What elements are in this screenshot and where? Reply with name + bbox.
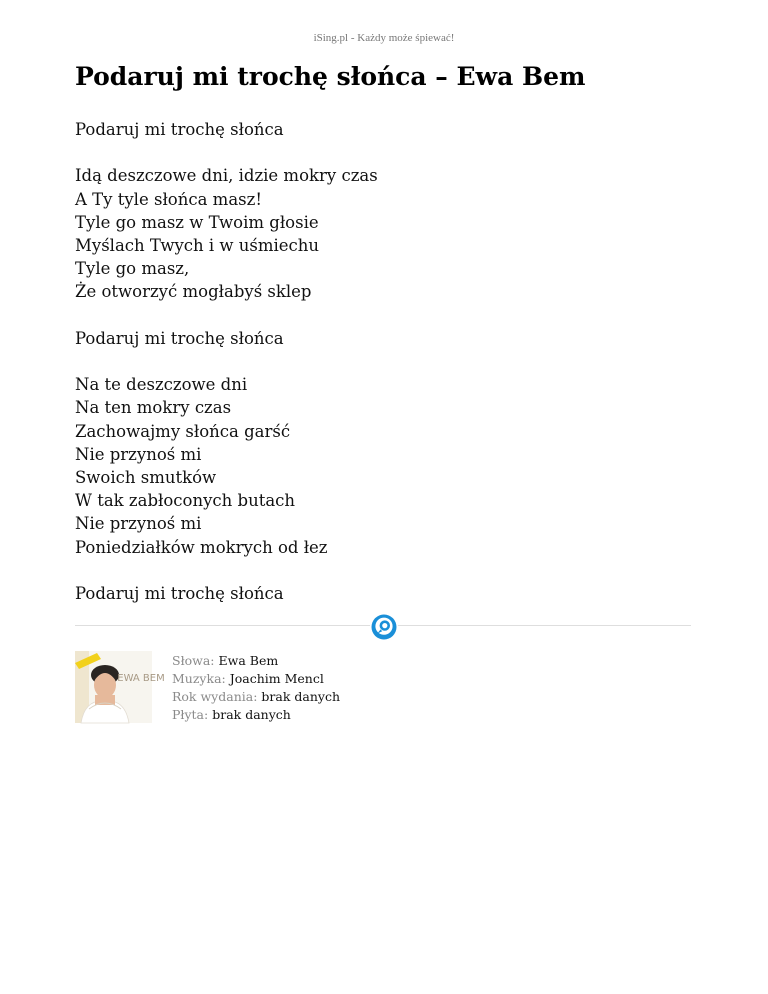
lyrics xyxy=(75,118,695,605)
lyrics-line: Myślach Twych i w uśmiechu xyxy=(75,236,320,255)
meta-row-music xyxy=(172,670,340,688)
meta-label: Słowa: xyxy=(172,653,215,668)
cover-text: EWA BEM xyxy=(117,673,165,684)
lyrics-line: Podaruj mi trochę słońca xyxy=(75,328,284,348)
lyrics-line: Nie przynoś mi xyxy=(75,514,202,534)
page-title: Podaruj mi trochę słońca – Ewa Bem xyxy=(75,62,586,91)
lyrics-line: Idą deszczowe dni, idzie mokry czas xyxy=(75,166,378,186)
meta-value: Ewa Bem xyxy=(218,653,279,668)
meta-row-year xyxy=(172,688,340,706)
meta-label: Rok wydania: xyxy=(172,689,258,704)
lyrics-line: Poniedziałków mokrych od łez xyxy=(75,537,328,557)
meta-value: brak danych xyxy=(212,707,291,722)
meta-label: Muzyka: xyxy=(172,671,226,686)
lyrics-stanza xyxy=(75,582,695,605)
lyrics-line: Swoich smutków xyxy=(75,468,217,487)
meta-label: Płyta: xyxy=(172,707,209,722)
song-meta xyxy=(172,652,340,724)
meta-value: Joachim Mencl xyxy=(229,671,324,686)
lyrics-stanza xyxy=(75,373,695,559)
lyrics-line: Podaruj mi trochę słońca xyxy=(75,584,284,603)
ising-logo-icon xyxy=(370,613,398,641)
lyrics-line: Na te deszczowe dni xyxy=(75,375,248,395)
lyrics-stanza xyxy=(75,118,695,141)
lyrics-line: Że otworzyć mogłabyś sklep xyxy=(75,282,312,302)
lyrics-line: Podaruj mi trochę słońca xyxy=(75,120,284,139)
lyrics-line: A Ty tyle słońca masz! xyxy=(75,189,262,209)
album-cover-image xyxy=(75,651,165,723)
meta-row-album xyxy=(172,706,340,724)
lyrics-line: Zachowajmy słońca garść xyxy=(75,421,291,441)
lyrics-stanza xyxy=(75,327,695,350)
lyrics-line: Nie przynoś mi xyxy=(75,444,202,464)
meta-row-words xyxy=(172,652,340,670)
lyrics-line: Tyle go masz w Twoim głosie xyxy=(75,212,319,232)
lyrics-line: Tyle go masz, xyxy=(75,259,190,279)
lyrics-line: W tak zabłoconych butach xyxy=(75,491,296,511)
lyrics-line: Na ten mokry czas xyxy=(75,398,232,418)
meta-value: brak danych xyxy=(261,689,341,704)
site-header: iSing.pl - Każdy może śpiewać! xyxy=(313,32,455,44)
lyrics-stanza xyxy=(75,164,695,303)
